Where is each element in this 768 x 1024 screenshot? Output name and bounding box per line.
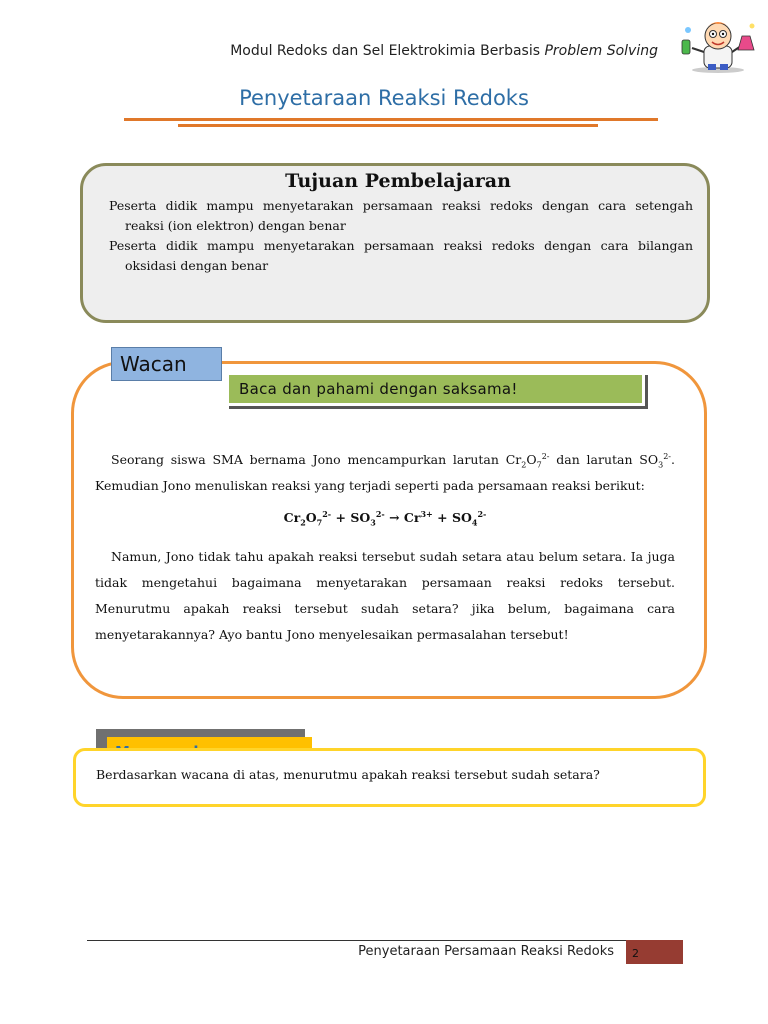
formula-part: SO bbox=[451, 510, 472, 525]
footer-title: Penyetaraan Persamaan Reaksi Redoks bbox=[358, 944, 614, 959]
mascot-cartoon-icon bbox=[674, 14, 762, 74]
formula-part: O bbox=[526, 452, 537, 467]
instruction-text: Baca dan pahami dengan saksama! bbox=[229, 375, 642, 403]
formula-part: O bbox=[305, 510, 317, 525]
passage-text: Namun, Jono tidak tahu apakah reaksi tersebut sudah setara atau belum setara. Ia juga tidak mengetahui bagaimana menyetarakan persamaan reaksi redoks tersebut. Menurutmu apakah reaksi tersebut sudah setara? jika belum, bagaimana cara menyetarakannya? Ayo bantu Jono menyelesaikan permasalahan tersebut! bbox=[95, 549, 675, 642]
reaction-arrow: → bbox=[389, 510, 400, 525]
dichromate-formula bbox=[505, 451, 550, 470]
formula-charge: 3+ bbox=[420, 508, 433, 519]
learning-goal-item bbox=[109, 196, 693, 236]
page-number-badge: 2 bbox=[626, 940, 683, 964]
module-title: Modul Redoks dan Sel Elektrokimia Berbasis bbox=[230, 43, 541, 59]
formula-sub: 3 bbox=[658, 460, 664, 470]
formula-part: Cr bbox=[283, 510, 301, 525]
reading-passage-box bbox=[71, 361, 707, 699]
footer-divider bbox=[87, 940, 626, 941]
formula-charge: 2- bbox=[541, 451, 550, 461]
formula-sub: 2 bbox=[521, 460, 527, 470]
formula-plus: + bbox=[335, 510, 346, 525]
formula-charge: 2- bbox=[663, 451, 671, 461]
passage-paragraph-1 bbox=[95, 447, 675, 499]
module-title-italic: Problem Solving bbox=[544, 43, 658, 59]
formula-plus: + bbox=[437, 510, 448, 525]
goal-line: Peserta didik mampu menyetarakan persamaan reaksi redoks dengan cara setengah bbox=[109, 198, 693, 213]
passage-text: dan larutan bbox=[556, 452, 633, 467]
formula-sub: 7 bbox=[316, 517, 323, 528]
formula-sub: 2 bbox=[300, 517, 306, 528]
question-text: Berdasarkan wacana di atas, menurutmu apakah reaksi tersebut sudah setara? bbox=[96, 767, 600, 782]
learning-goals-heading: Tujuan Pembelajaran bbox=[285, 170, 511, 192]
title-underline bbox=[124, 118, 658, 121]
module-header bbox=[0, 43, 658, 59]
passage-paragraph-2 bbox=[95, 544, 675, 648]
formula-charge: 2- bbox=[477, 508, 487, 519]
formula-part: SO bbox=[350, 510, 371, 525]
sulfite-formula: $SO_3^{2-}$. bbox=[639, 451, 675, 470]
passage-text: Kemudian Jono menuliskan reaksi yang terjadi seperti pada persamaan reaksi berikut: bbox=[95, 478, 645, 493]
title-underline-short bbox=[178, 124, 598, 127]
learning-goal-item bbox=[109, 236, 693, 276]
goal-line: reaksi (ion elektron) dengan benar bbox=[125, 218, 346, 233]
formula-part: Cr bbox=[403, 510, 421, 525]
formula-sub: 4 bbox=[471, 517, 478, 528]
formula-part: SO bbox=[639, 452, 659, 467]
reaction-equation bbox=[95, 508, 675, 528]
formula-charge: 2- bbox=[375, 508, 385, 519]
goal-line: Peserta didik mampu menyetarakan persamaan reaksi redoks dengan cara bilangan bbox=[109, 238, 693, 253]
formula-part: Cr bbox=[505, 452, 522, 467]
instruction-banner bbox=[226, 372, 645, 406]
formula-sub: 7 bbox=[536, 460, 542, 470]
passage-text: Seorang siswa SMA bernama Jono mencampurkan larutan bbox=[111, 452, 499, 467]
formula-charge: 2- bbox=[322, 508, 332, 519]
formula-sub: 3 bbox=[370, 517, 376, 528]
page-title: Penyetaraan Reaksi Redoks bbox=[239, 86, 529, 110]
reading-tab-label: Wacan bbox=[111, 347, 222, 381]
goal-line: oksidasi dengan benar bbox=[125, 258, 269, 273]
